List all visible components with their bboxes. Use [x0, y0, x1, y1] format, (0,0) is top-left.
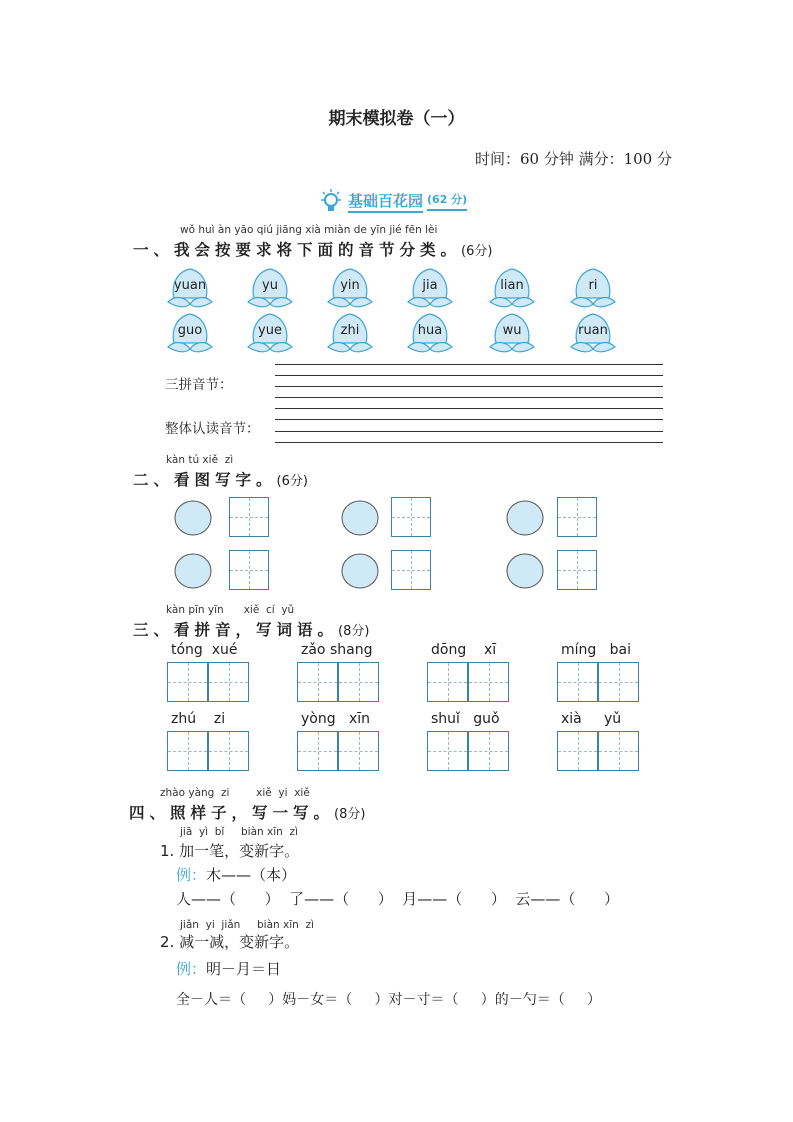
s4-points: (8分)	[334, 807, 366, 822]
exam-meta: 时间：60 分钟 满分：100 分	[474, 150, 672, 168]
q2-example-label: 例：	[176, 960, 207, 978]
word-writing-grid[interactable]	[167, 662, 249, 702]
writing-grid[interactable]	[338, 662, 379, 702]
page-title: 期末模拟卷（一）	[328, 109, 465, 129]
word-writing-grid[interactable]	[297, 662, 379, 702]
s3-heading-text: 三、看拼音，写词语。	[133, 621, 339, 639]
writing-grid[interactable]	[297, 731, 338, 771]
word-pinyin: shuǐ guǒ	[431, 711, 500, 727]
writing-grid[interactable]	[391, 550, 431, 590]
word-pinyin: yòng xīn	[301, 711, 371, 727]
answer-line[interactable]	[275, 442, 663, 443]
s1-pinyin: wǒ huì àn yāo qiú jiāng xià miàn de yīn jié fēn lèi	[180, 224, 438, 236]
q1-example: 木——（本）	[206, 866, 297, 884]
peach-syllable	[569, 311, 617, 355]
worm-hook-picture	[168, 497, 218, 543]
peach-syllable	[569, 266, 617, 310]
s3-points: (8分)	[338, 624, 370, 639]
writing-grid[interactable]	[598, 731, 639, 771]
s2-heading-text: 二、看图写字。	[133, 471, 277, 489]
water-picture	[168, 550, 218, 596]
writing-grid[interactable]	[208, 731, 249, 771]
word-writing-grid[interactable]	[557, 662, 639, 702]
answer-line[interactable]	[275, 431, 663, 432]
word-pinyin: zhú zi	[171, 711, 226, 727]
peach-syllable	[326, 311, 374, 355]
s2-heading	[133, 468, 308, 490]
writing-grid[interactable]	[297, 662, 338, 702]
writing-grid[interactable]	[598, 662, 639, 702]
answer-line[interactable]	[275, 408, 663, 409]
peach-syllable	[326, 266, 374, 310]
q1-text: 1. 加一笔，变新字。	[160, 842, 300, 860]
answer-line[interactable]	[275, 386, 663, 387]
bird-picture	[335, 497, 385, 543]
fire-picture	[335, 550, 385, 596]
banner-title: 基础百花园	[348, 190, 423, 213]
peach-syllable	[166, 311, 214, 355]
q2-pinyin: jiǎn yi jiǎn biàn xīn zì	[180, 919, 314, 931]
s2-pinyin: kàn tú xiě zì	[166, 454, 234, 466]
word-writing-grid[interactable]	[167, 731, 249, 771]
syllable-label: yue	[258, 323, 282, 338]
writing-grid[interactable]	[557, 497, 597, 537]
q1-example-label: 例：	[176, 866, 207, 884]
word-pinyin: dōng xī	[431, 642, 497, 658]
syllable-label: yin	[340, 278, 360, 293]
writing-grid[interactable]	[557, 662, 598, 702]
s1-heading-text: 一、我会按要求将下面的音节分类。	[133, 241, 462, 259]
s1-points: (6分)	[461, 244, 493, 259]
word-pinyin: zǎo shang	[301, 642, 373, 658]
word-pinyin: xià yǔ	[561, 711, 622, 727]
writing-grid[interactable]	[391, 497, 431, 537]
peach-syllable	[246, 266, 294, 310]
q1-answer-line[interactable]: 人——（ ） 了——（ ） 月——（ ） 云——（ ）	[176, 890, 620, 908]
label-three-part: 三拼音节：	[165, 377, 233, 393]
peach-syllable	[406, 311, 454, 355]
peach-syllable	[488, 266, 536, 310]
writing-grid[interactable]	[427, 731, 468, 771]
syllable-label: ruan	[578, 323, 608, 338]
s4-heading-text: 四、照样子，写一写。	[129, 804, 335, 822]
eye-picture	[500, 550, 550, 596]
s1-heading	[133, 238, 492, 260]
lightbulb-icon	[318, 188, 344, 214]
s3-pinyin: kàn pīn yīn xiě cí yǔ	[166, 604, 295, 616]
mountain-picture	[500, 497, 550, 543]
writing-grid[interactable]	[208, 662, 249, 702]
peach-syllable	[406, 266, 454, 310]
answer-line[interactable]	[275, 375, 663, 376]
word-writing-grid[interactable]	[427, 731, 509, 771]
syllable-label: wu	[502, 323, 522, 338]
answer-line[interactable]	[275, 364, 663, 365]
writing-grid[interactable]	[229, 550, 269, 590]
peach-syllable	[166, 266, 214, 310]
s4-pinyin: zhào yàng zi xiě yi xiě	[160, 787, 310, 799]
writing-grid[interactable]	[557, 550, 597, 590]
syllable-label: jia	[422, 278, 438, 293]
writing-grid[interactable]	[229, 497, 269, 537]
s3-heading	[133, 618, 369, 640]
writing-grid[interactable]	[167, 662, 208, 702]
word-pinyin: tóng xué	[171, 642, 238, 658]
writing-grid[interactable]	[427, 662, 468, 702]
writing-grid[interactable]	[468, 731, 509, 771]
q2-text: 2. 减一减，变新字。	[160, 933, 300, 951]
syllable-label: hua	[417, 323, 443, 338]
writing-grid[interactable]	[468, 662, 509, 702]
section-banner	[318, 188, 467, 214]
peach-syllable	[246, 311, 294, 355]
s4-heading	[129, 801, 365, 823]
syllable-label: ri	[588, 278, 598, 293]
q2-answer-line[interactable]: 全－人＝（ ）妈－女＝（ ）对－寸＝（ ）的－勺＝（ ）	[176, 992, 602, 1008]
q2-example: 明－月＝日	[206, 960, 282, 978]
syllable-label: yu	[262, 278, 278, 293]
writing-grid[interactable]	[338, 731, 379, 771]
word-writing-grid[interactable]	[427, 662, 509, 702]
word-writing-grid[interactable]	[557, 731, 639, 771]
writing-grid[interactable]	[167, 731, 208, 771]
word-writing-grid[interactable]	[297, 731, 379, 771]
peach-syllable	[488, 311, 536, 355]
syllable-label: guo	[177, 323, 203, 338]
answer-line[interactable]	[275, 419, 663, 420]
writing-grid[interactable]	[557, 731, 598, 771]
q1-pinyin: jiā yì bǐ biàn xīn zì	[180, 826, 298, 838]
answer-line[interactable]	[275, 397, 663, 398]
syllable-label: zhi	[340, 323, 360, 338]
word-pinyin: míng bai	[561, 642, 631, 658]
syllable-label: lian	[500, 278, 524, 293]
s2-points: (6分)	[276, 474, 308, 489]
syllable-label: yuan	[173, 278, 207, 293]
banner-score: (62 分)	[427, 191, 467, 211]
label-whole-syllable: 整体认读音节：	[165, 421, 260, 437]
